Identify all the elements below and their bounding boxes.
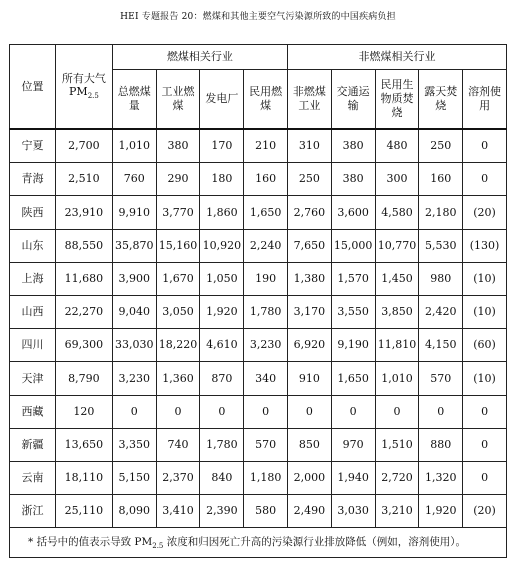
cell-value: 3,230 xyxy=(112,362,156,395)
cell-value: 1,360 xyxy=(156,362,200,395)
cell-value: 6,920 xyxy=(288,329,332,362)
cell-value: 300 xyxy=(375,163,419,196)
cell-value: 35,870 xyxy=(112,229,156,262)
cell-value: 2,390 xyxy=(200,495,244,528)
disease-burden-table xyxy=(9,44,507,558)
cell-value: 160 xyxy=(419,163,463,196)
cell-value: 15,000 xyxy=(331,229,375,262)
cell-value: 3,850 xyxy=(375,295,419,328)
cell-value: 250 xyxy=(288,163,332,196)
cell-value: (20) xyxy=(463,495,507,528)
header-sector: 非燃煤工业 xyxy=(288,70,332,130)
cell-value: 1,180 xyxy=(244,461,288,494)
cell-value: 850 xyxy=(288,428,332,461)
cell-value: 1,570 xyxy=(331,262,375,295)
cell-value: 1,780 xyxy=(200,428,244,461)
cell-value: 3,350 xyxy=(112,428,156,461)
cell-value: 11,810 xyxy=(375,329,419,362)
cell-value: 2,180 xyxy=(419,196,463,229)
cell-location: 云南 xyxy=(10,461,56,494)
cell-value: 740 xyxy=(156,428,200,461)
cell-location: 四川 xyxy=(10,329,56,362)
cell-value: 380 xyxy=(156,129,200,163)
cell-value: 3,770 xyxy=(156,196,200,229)
table-row xyxy=(10,163,507,196)
cell-value: (10) xyxy=(463,362,507,395)
cell-location: 山西 xyxy=(10,295,56,328)
cell-value: 3,600 xyxy=(331,196,375,229)
cell-value: 5,150 xyxy=(112,461,156,494)
header-group-coal: 燃煤相关行业 xyxy=(112,45,287,70)
header-sector: 总燃煤量 xyxy=(112,70,156,130)
cell-value: (10) xyxy=(463,295,507,328)
cell-value: 480 xyxy=(375,129,419,163)
table-row xyxy=(10,362,507,395)
cell-value: 1,860 xyxy=(200,196,244,229)
cell-value: 910 xyxy=(288,362,332,395)
cell-value: 2,000 xyxy=(288,461,332,494)
header-sector: 工业燃煤 xyxy=(156,70,200,130)
cell-value: 13,650 xyxy=(55,428,112,461)
header-group-noncoal: 非燃煤相关行业 xyxy=(288,45,507,70)
cell-value: 7,650 xyxy=(288,229,332,262)
cell-value: 18,110 xyxy=(55,461,112,494)
cell-location: 天津 xyxy=(10,362,56,395)
cell-value: 8,090 xyxy=(112,495,156,528)
cell-value: 0 xyxy=(463,129,507,163)
cell-value: 190 xyxy=(244,262,288,295)
cell-value: 9,190 xyxy=(331,329,375,362)
cell-value: 0 xyxy=(244,395,288,428)
cell-value: 2,490 xyxy=(288,495,332,528)
cell-value: 69,300 xyxy=(55,329,112,362)
cell-value: 250 xyxy=(419,129,463,163)
cell-value: 1,510 xyxy=(375,428,419,461)
cell-value: 310 xyxy=(288,129,332,163)
cell-value: 3,170 xyxy=(288,295,332,328)
cell-value: 0 xyxy=(288,395,332,428)
cell-value: 3,210 xyxy=(375,495,419,528)
cell-value: 120 xyxy=(55,395,112,428)
cell-value: 0 xyxy=(463,395,507,428)
cell-location: 上海 xyxy=(10,262,56,295)
cell-value: 3,050 xyxy=(156,295,200,328)
cell-value: 22,270 xyxy=(55,295,112,328)
cell-value: 840 xyxy=(200,461,244,494)
cell-value: 2,720 xyxy=(375,461,419,494)
cell-location: 西藏 xyxy=(10,395,56,428)
cell-value: 0 xyxy=(463,163,507,196)
cell-value: (130) xyxy=(463,229,507,262)
cell-value: 4,580 xyxy=(375,196,419,229)
cell-value: 18,220 xyxy=(156,329,200,362)
cell-value: 170 xyxy=(200,129,244,163)
page-header: HEI 专题报告 20：燃煤和其他主要空气污染源所致的中国疾病负担 xyxy=(120,12,396,22)
cell-value: 4,610 xyxy=(200,329,244,362)
cell-value: 15,160 xyxy=(156,229,200,262)
cell-value: 1,780 xyxy=(244,295,288,328)
cell-value: 1,450 xyxy=(375,262,419,295)
cell-value: 1,940 xyxy=(331,461,375,494)
table-row xyxy=(10,428,507,461)
cell-value: 9,910 xyxy=(112,196,156,229)
cell-value: 2,510 xyxy=(55,163,112,196)
cell-value: 1,920 xyxy=(419,495,463,528)
table-row xyxy=(10,229,507,262)
table-row xyxy=(10,129,507,163)
cell-value: 870 xyxy=(200,362,244,395)
header-sector: 发电厂 xyxy=(200,70,244,130)
cell-value: 160 xyxy=(244,163,288,196)
cell-value: 1,380 xyxy=(288,262,332,295)
cell-value: 3,550 xyxy=(331,295,375,328)
cell-value: 10,770 xyxy=(375,229,419,262)
table-row xyxy=(10,295,507,328)
cell-value: 0 xyxy=(375,395,419,428)
cell-value: 340 xyxy=(244,362,288,395)
table-row xyxy=(10,196,507,229)
header-all-pm25-subscript: 2.5 xyxy=(87,92,99,101)
footnote-subscript: 2.5 xyxy=(152,542,164,551)
cell-value: 3,410 xyxy=(156,495,200,528)
cell-value: 970 xyxy=(331,428,375,461)
cell-value: 88,550 xyxy=(55,229,112,262)
cell-value: 9,040 xyxy=(112,295,156,328)
table-row xyxy=(10,495,507,528)
cell-value: (10) xyxy=(463,262,507,295)
header-all-pm25-symbol: PM xyxy=(69,85,88,99)
cell-value: 5,530 xyxy=(419,229,463,262)
cell-value: 380 xyxy=(331,129,375,163)
cell-value: 1,320 xyxy=(419,461,463,494)
cell-value: 2,420 xyxy=(419,295,463,328)
cell-value: 3,230 xyxy=(244,329,288,362)
cell-location: 新疆 xyxy=(10,428,56,461)
cell-value: (60) xyxy=(463,329,507,362)
cell-value: 1,650 xyxy=(244,196,288,229)
cell-value: 580 xyxy=(244,495,288,528)
cell-value: 880 xyxy=(419,428,463,461)
cell-value: 0 xyxy=(463,428,507,461)
cell-value: 25,110 xyxy=(55,495,112,528)
header-sector: 民用燃煤 xyxy=(244,70,288,130)
table-footnote xyxy=(10,528,507,557)
cell-value: 1,010 xyxy=(375,362,419,395)
cell-value: 1,920 xyxy=(200,295,244,328)
cell-value: 33,030 xyxy=(112,329,156,362)
header-sector: 民用生物质焚烧 xyxy=(375,70,419,130)
header-sector: 交通运输 xyxy=(331,70,375,130)
cell-value: 3,030 xyxy=(331,495,375,528)
footnote-text-prefix: * 括号中的值表示导致 PM xyxy=(28,536,153,549)
table-row xyxy=(10,395,507,428)
header-sector: 溶剂使用 xyxy=(463,70,507,130)
cell-value: 2,240 xyxy=(244,229,288,262)
cell-value: 380 xyxy=(331,163,375,196)
table-row xyxy=(10,461,507,494)
cell-value: 23,910 xyxy=(55,196,112,229)
header-all-pm25-label: 所有大气 xyxy=(61,71,106,85)
cell-value: 1,050 xyxy=(200,262,244,295)
cell-location: 宁夏 xyxy=(10,129,56,163)
cell-location: 浙江 xyxy=(10,495,56,528)
footnote-text-suffix: 浓度和归因死亡升高的污染源行业排放降低（例如，溶剂使用）。 xyxy=(163,536,466,549)
cell-value: 980 xyxy=(419,262,463,295)
cell-value: 8,790 xyxy=(55,362,112,395)
cell-value: 0 xyxy=(331,395,375,428)
cell-value: 1,010 xyxy=(112,129,156,163)
cell-value: 290 xyxy=(156,163,200,196)
cell-value: 760 xyxy=(112,163,156,196)
cell-value: (20) xyxy=(463,196,507,229)
cell-value: 570 xyxy=(244,428,288,461)
cell-location: 山东 xyxy=(10,229,56,262)
cell-value: 0 xyxy=(419,395,463,428)
cell-value: 210 xyxy=(244,129,288,163)
cell-value: 4,150 xyxy=(419,329,463,362)
header-all-pm25 xyxy=(55,45,112,130)
cell-value: 3,900 xyxy=(112,262,156,295)
cell-value: 0 xyxy=(463,461,507,494)
cell-location: 青海 xyxy=(10,163,56,196)
cell-value: 180 xyxy=(200,163,244,196)
cell-location: 陕西 xyxy=(10,196,56,229)
cell-value: 1,650 xyxy=(331,362,375,395)
header-location: 位置 xyxy=(10,45,56,130)
cell-value: 10,920 xyxy=(200,229,244,262)
cell-value: 1,670 xyxy=(156,262,200,295)
cell-value: 2,760 xyxy=(288,196,332,229)
cell-value: 0 xyxy=(156,395,200,428)
cell-value: 11,680 xyxy=(55,262,112,295)
table-row xyxy=(10,262,507,295)
table-row xyxy=(10,329,507,362)
cell-value: 570 xyxy=(419,362,463,395)
cell-value: 2,370 xyxy=(156,461,200,494)
cell-value: 0 xyxy=(200,395,244,428)
header-sector: 露天焚烧 xyxy=(419,70,463,130)
cell-value: 2,700 xyxy=(55,129,112,163)
cell-value: 0 xyxy=(112,395,156,428)
